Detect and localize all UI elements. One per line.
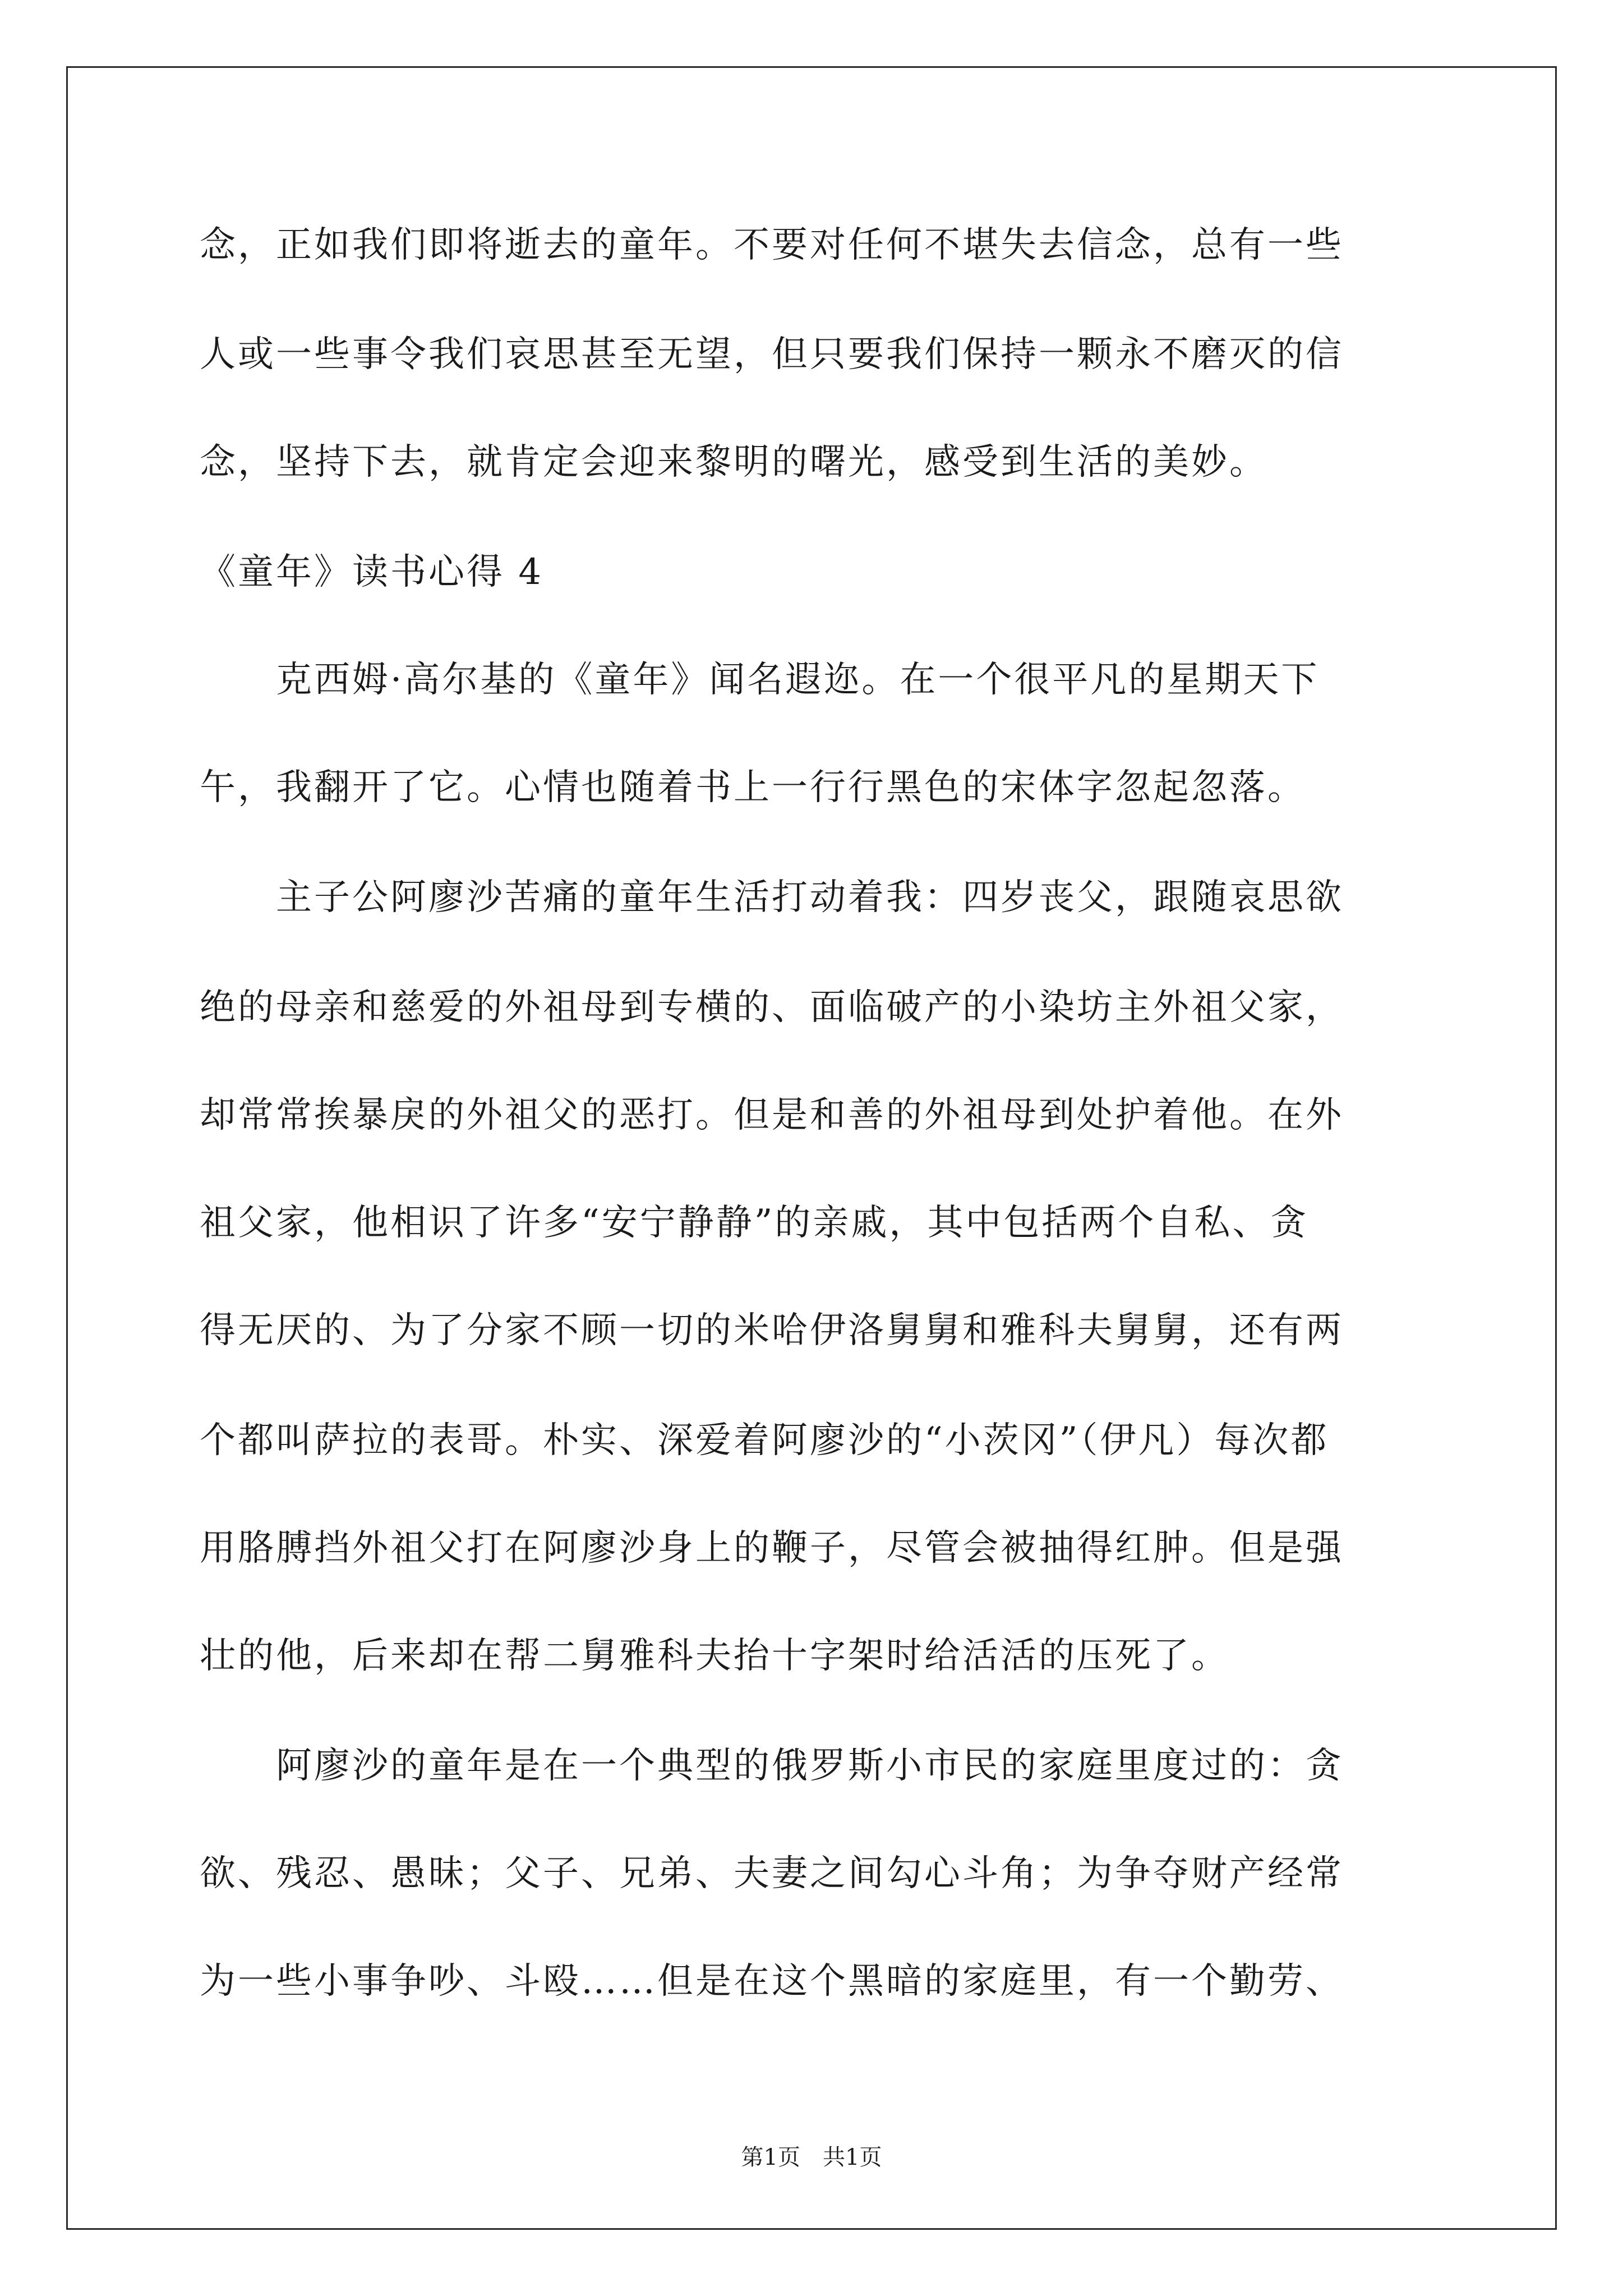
text-line: 个都叫萨拉的表哥。朴实、深爱着阿廖沙的“小茨冈”（伊凡）每次都 [200, 1420, 1329, 1461]
text-line: 祖父家，他相识了许多“安宁静静”的亲戚，其中包括两个自私、贪 [200, 1202, 1309, 1244]
text-line: 壮的他，后来却在帮二舅雅科夫抬十字架时给活活的压死了。 [200, 1635, 1229, 1677]
text-line: 午，我翻开了它。心情也随着书上一行行黑色的宋体字忽起忽落。 [200, 767, 1306, 808]
text-line: 阿廖沙的童年是在一个典型的俄罗斯小市民的家庭里度过的：贪 [200, 1745, 1344, 1787]
text-line: 得无厌的、为了分家不顾一切的米哈伊洛舅舅和雅科夫舅舅，还有两 [200, 1310, 1344, 1351]
text-line: 念，正如我们即将逝去的童年。不要对任何不堪失去信念，总有一些 [200, 224, 1344, 266]
text-line: 主子公阿廖沙苦痛的童年生活打动着我：四岁丧父，跟随哀思欲 [200, 877, 1344, 918]
text-line: 念，坚持下去，就肯定会迎来黎明的曙光，感受到生活的美妙。 [200, 441, 1267, 483]
text-line: 人或一些事令我们哀思甚至无望，但只要我们保持一颗永不磨灭的信 [200, 334, 1344, 375]
page-border [66, 66, 1557, 2230]
page-footer: 第1页 共1页 [741, 2145, 882, 2170]
section-heading: 《童年》读书心得 4 [200, 551, 544, 593]
text-line: 绝的母亲和慈爱的外祖母到专横的、面临破产的小染坊主外祖父家， [200, 987, 1344, 1028]
text-line: 为一些小事争吵、斗殴……但是在这个黑暗的家庭里，有一个勤劳、 [200, 1961, 1344, 2002]
text-line: 欲、残忍、愚昧；父子、兄弟、夫妻之间勾心斗角；为争夺财产经常 [200, 1853, 1344, 1894]
text-line: 却常常挨暴戾的外祖父的恶打。但是和善的外祖母到处护着他。在外 [200, 1094, 1344, 1136]
text-line: 克西姆·高尔基的《童年》闻名遐迩。在一个很平凡的星期天下 [200, 659, 1320, 701]
text-line: 用胳膊挡外祖父打在阿廖沙身上的鞭子，尽管会被抽得红肿。但是强 [200, 1527, 1344, 1569]
